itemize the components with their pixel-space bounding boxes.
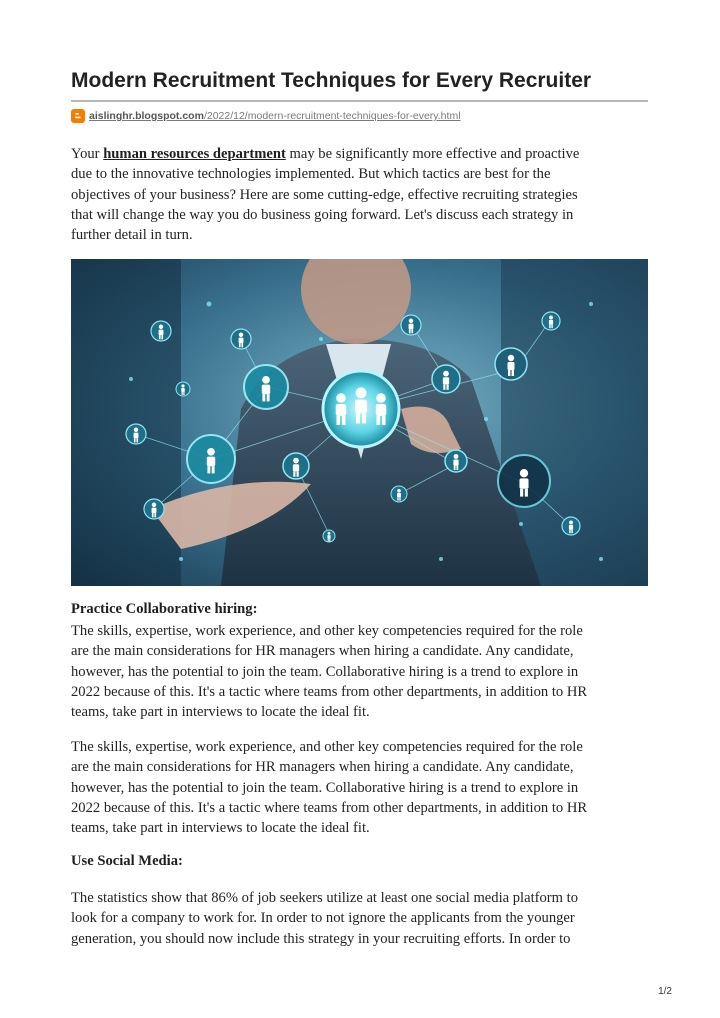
- page-number: 1/2: [658, 986, 672, 997]
- source-link[interactable]: aislinghr.blogspot.com/2022/12/modern-recruitment-techniques-for-every.html: [89, 110, 461, 122]
- hr-department-link[interactable]: human resources department: [103, 146, 286, 162]
- title-divider: [71, 100, 648, 102]
- recruitment-network-image: [71, 259, 648, 586]
- article-title: Modern Recruitment Techniques for Every Recruiter: [71, 69, 592, 92]
- blogger-icon: [71, 109, 85, 123]
- intro-paragraph: Your human resources department may be significantly more effective and proactive due to the innovative technologies implemented. But which tactics are best for the objectives of your business? Here are some cutting-edge, effective recruiting strategies that will change the way you do business going forward. Let's discuss each strategy in further detail in turn.: [71, 146, 580, 244]
- source-line: [71, 108, 461, 124]
- section-heading-social-media: Use Social Media:: [71, 853, 183, 869]
- collaborative-hiring-paragraph-1: The skills, expertise, work experience, and other key competencies required for the role are the main considerations for HR managers when hiring a candidate. Any candidate, however, has the potential to join the team. Collaborative hiring is a trend to explore in 2022 because of this. It's a tactic where teams from other departments, in addition to HR teams, take part in interviews to locate the ideal fit.: [71, 623, 588, 721]
- social-media-paragraph: The statistics show that 86% of job seekers utilize at least one social media platform to look for a company to work for. In order to not ignore the applicants from the younger generation, you should now include this strategy in your recruiting efforts. In order to: [71, 890, 578, 947]
- section-heading-collaborative-hiring: Practice Collaborative hiring:: [71, 601, 258, 617]
- collaborative-hiring-paragraph-2: The skills, expertise, work experience, and other key competencies required for the role are the main considerations for HR managers when hiring a candidate. Any candidate, however, has the potential to join the team. Collaborative hiring is a trend to explore in 2022 because of this. It's a tactic where teams from other departments, in addition to HR teams, take part in interviews to locate the ideal fit.: [71, 739, 588, 837]
